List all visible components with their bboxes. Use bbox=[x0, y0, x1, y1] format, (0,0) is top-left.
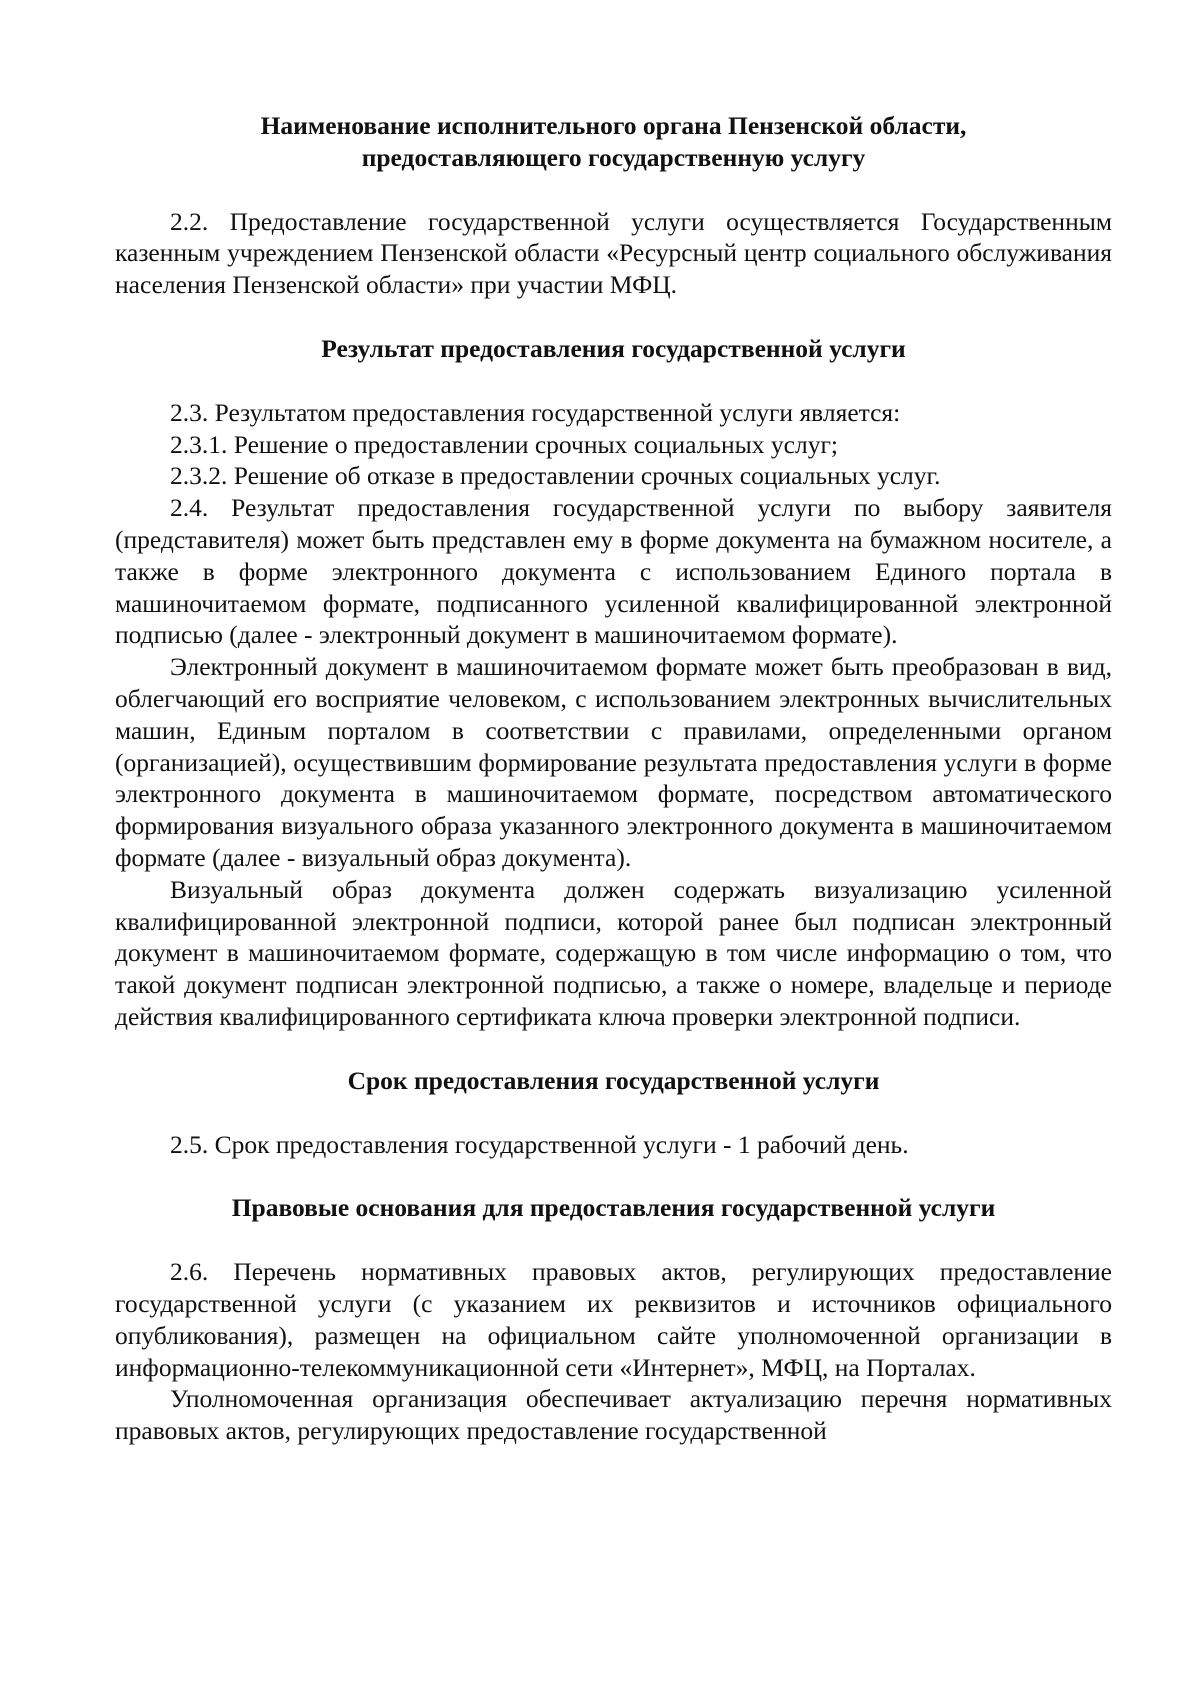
paragraph-2-4: 2.4. Результат предоставления государственной услуги по выбору заявителя (представителя) может быть представлен ему в форме документа на бумажном носителе, а также в форме электронного документа с использованием Единого портала в машиночитаемом формате, подписанного усиленной квалифицированной электронной подписью (далее - электронный документ в машиночитаемом формате). bbox=[115, 493, 1112, 650]
section-heading-legal-basis: Правовые основания для предоставления государственной услуги bbox=[231, 1193, 996, 1223]
paragraph-electronic-document: Электронный документ в машиночитаемом формате может быть преобразован в вид, облегчающий его восприятие человеком, с использованием электронных вычислительных машин, Единым порталом в соответствии с правилами, определенными органом (организацией), осуществившим формирование результата предоставления услуги в форме электронного документа в машиночитаемом формате, посредством автоматического формирования визуального образа указанного электронного документа в машиночитаемом формате (далее - визуальный образ документа). bbox=[115, 652, 1112, 872]
section-heading-term: Срок предоставления государственной услуги bbox=[347, 1065, 880, 1095]
paragraph-2-2: 2.2. Предоставление государственной услуги осуществляется Государственным казенным учреждением Пензенской области «Ресурсный центр социального обслуживания населения Пензенской области» при участии МФЦ. bbox=[115, 206, 1112, 300]
heading-line: предоставляющего государственную услугу bbox=[361, 142, 866, 172]
paragraph-2-3: 2.3. Результатом предоставления государственной услуги является: bbox=[170, 397, 901, 427]
paragraph-authorized-organization: Уполномоченная организация обеспечивает актуализацию перечня нормативных правовых актов, регулирующих предоставление государственной bbox=[115, 1384, 1112, 1446]
paragraph-2-5: 2.5. Срок предоставления государственной услуги - 1 рабочий день. bbox=[170, 1129, 909, 1159]
paragraph-visual-image: Визуальный образ документа должен содержать визуализацию усиленной квалифицированной электронной подписи, которой ранее был подписан электронный документ в машиночитаемом формате, содержащую в том числе информацию о том, что такой документ подписан электронной подписью, а также о номере, владельце и периоде действия квалифицированного сертификата ключа проверки электронной подписи. bbox=[115, 874, 1112, 1031]
heading-line: Наименование исполнительного органа Пензенской области, bbox=[260, 111, 967, 140]
section-heading-result: Результат предоставления государственной услуги bbox=[321, 333, 906, 363]
paragraph-2-3-2: 2.3.2. Решение об отказе в предоставлении срочных социальных услуг. bbox=[170, 461, 941, 491]
section-heading-authority bbox=[115, 110, 1112, 174]
paragraph-2-3-1: 2.3.1. Решение о предоставлении срочных социальных услуг; bbox=[170, 429, 839, 459]
paragraph-2-6: 2.6. Перечень нормативных правовых актов, регулирующих предоставление государственной услуги (с указанием их реквизитов и источников официального опубликования), размещен на официальном сайте уполномоченной организации в информационно-телекоммуникационной сети «Интернет», МФЦ, на Порталах. bbox=[115, 1257, 1112, 1382]
